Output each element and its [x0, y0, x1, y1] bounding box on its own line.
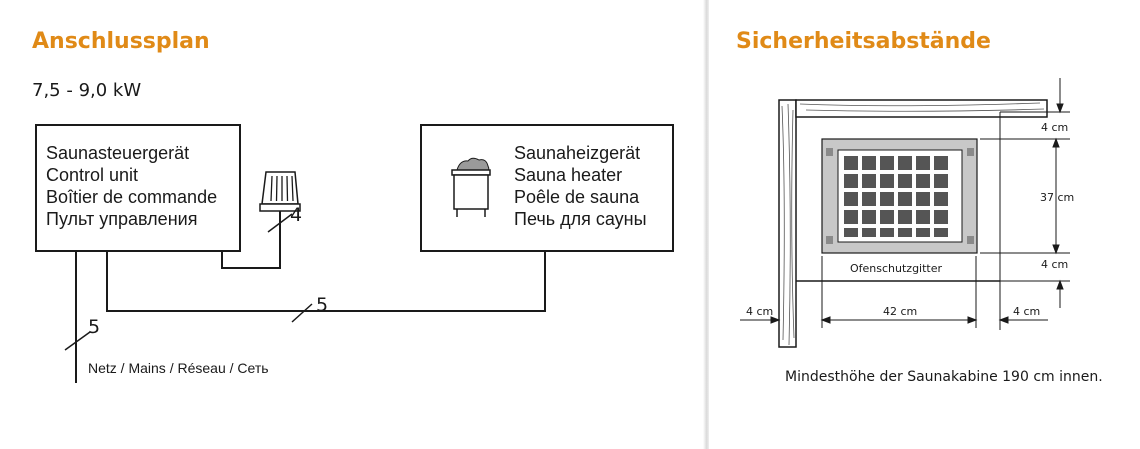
dim-bottom-label: 4 cm — [1041, 258, 1069, 271]
control-unit-line-fr: Boîtier de commande — [46, 187, 218, 207]
control-unit-label — [46, 142, 217, 230]
mains-cable-count: 5 — [88, 316, 101, 338]
sensor-cable-count: 4 — [290, 204, 303, 226]
anschlussplan-title: Anschlussplan — [32, 29, 210, 54]
dim-width-label: 42 cm — [883, 305, 918, 318]
heater-label — [514, 142, 647, 230]
sensor-cable-line — [222, 210, 280, 268]
heater-cable-tick — [292, 304, 312, 322]
heater-line-de: Saunaheizgerät — [514, 143, 641, 163]
mains-cable-tick — [65, 332, 90, 350]
mains-label: Netz / Mains / Réseau / Сеть — [88, 360, 269, 376]
sauna-heater-icon — [452, 158, 490, 217]
dim-right-label: 4 cm — [1013, 305, 1041, 318]
sicherheitsabstaende-title: Sicherheitsabstände — [736, 29, 991, 54]
control-unit-line-en: Control unit — [46, 165, 139, 185]
heater-line-ru: Печь для сауны — [514, 209, 647, 229]
dim-height-label: 37 cm — [1040, 191, 1075, 204]
heater-cable-count: 5 — [316, 294, 329, 316]
min-height-note: Mindesthöhe der Saunakabine 190 cm innen. — [785, 369, 1103, 385]
heater-line-fr: Poêle de sauna — [514, 187, 640, 207]
control-unit-line-ru: Пульт управления — [46, 209, 198, 229]
heater-top-view — [822, 139, 977, 253]
guard-label: Ofenschutzgitter — [850, 262, 943, 275]
dim-top-label: 4 cm — [1041, 121, 1069, 134]
control-unit-line-de: Saunasteuergerät — [46, 143, 190, 163]
power-rating: 7,5 - 9,0 kW — [32, 80, 142, 101]
dim-left-wall-label: 4 cm — [746, 305, 774, 318]
heater-line-en: Sauna heater — [514, 165, 623, 185]
